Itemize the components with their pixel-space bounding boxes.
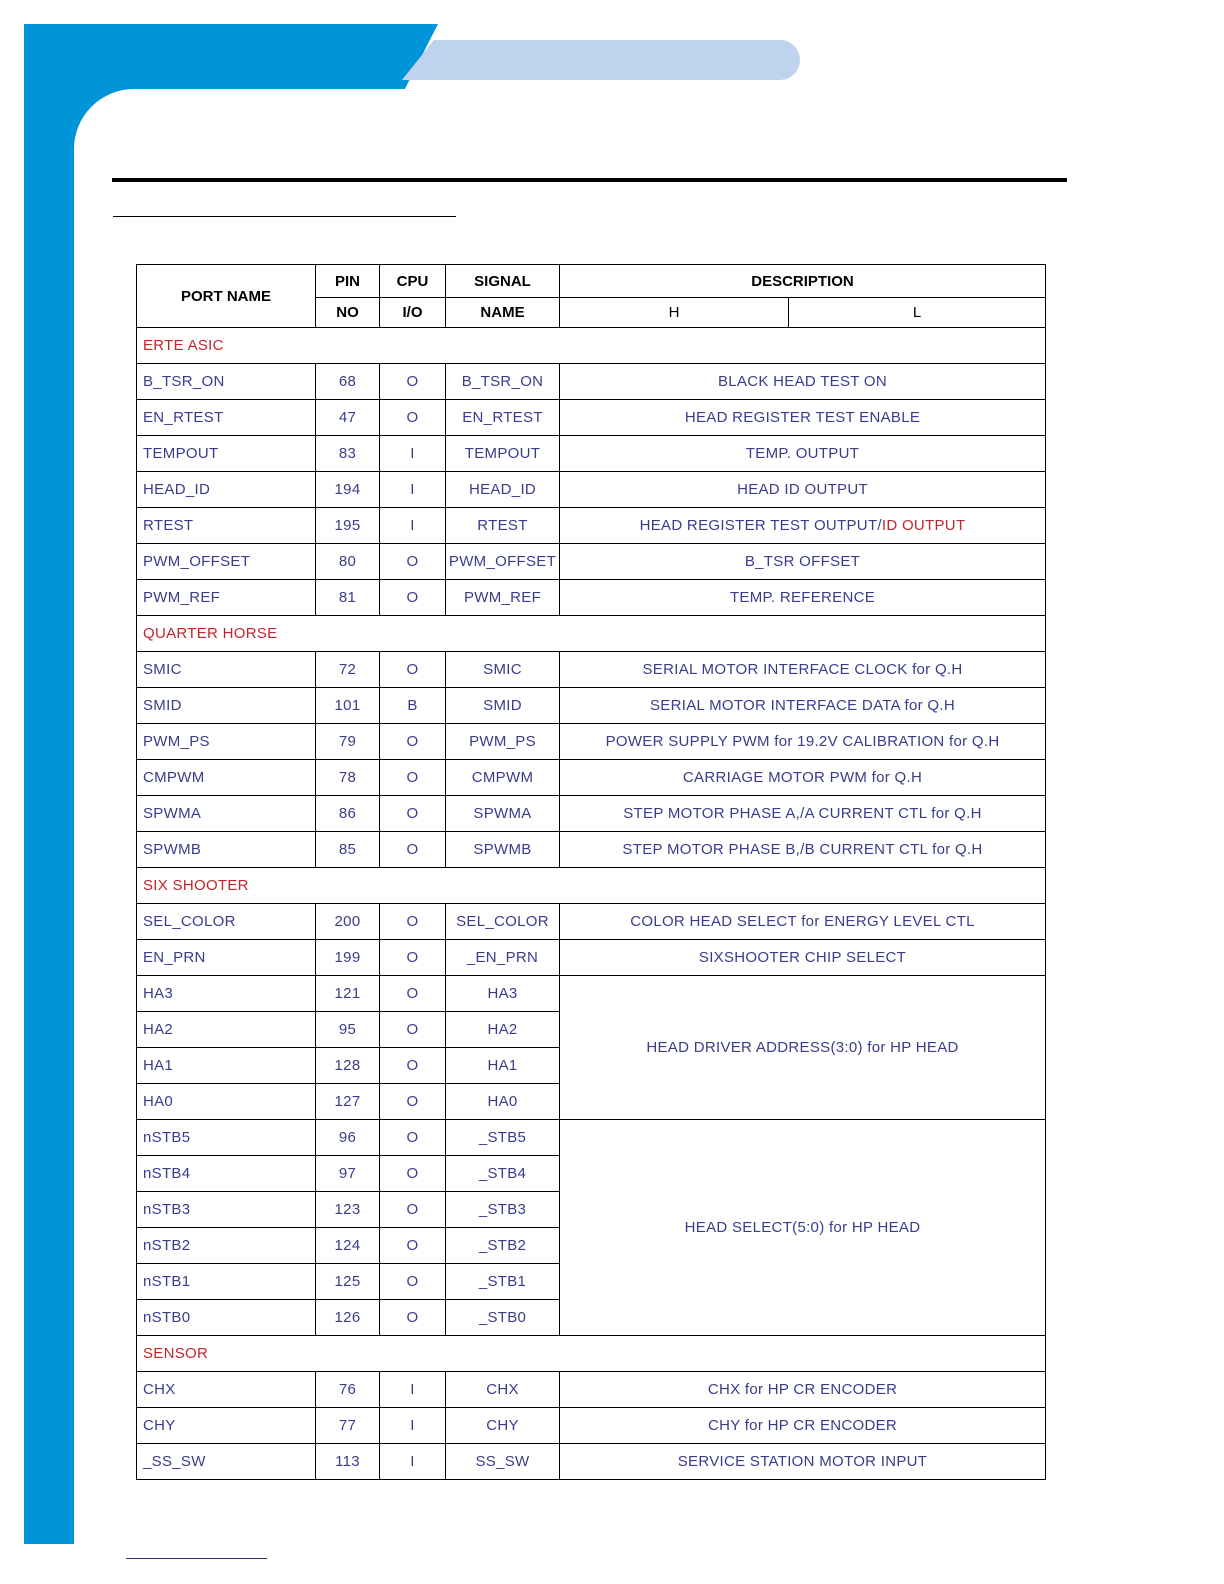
page-frame-corner-curve	[74, 89, 194, 209]
table-row	[137, 652, 1046, 688]
description-text: CHX for HP CR ENCODER	[707, 1381, 898, 1398]
header-rule	[112, 178, 1067, 182]
signal-cell: _EN_PRN	[446, 940, 560, 976]
io-cell: O	[380, 1264, 446, 1300]
header-tab-pill	[402, 40, 800, 80]
description-text: TEMP. REFERENCE	[729, 589, 876, 606]
table-row	[137, 1408, 1046, 1444]
description-cell	[560, 796, 1046, 832]
section-header: ERTE ASIC	[137, 328, 1046, 364]
table-row	[137, 976, 1046, 1012]
signal-cell: _STB5	[446, 1120, 560, 1156]
description-text: CHY for HP CR ENCODER	[707, 1417, 898, 1434]
signal-cell: HA0	[446, 1084, 560, 1120]
port-name-cell: HA2	[137, 1012, 316, 1048]
io-cell: B	[380, 688, 446, 724]
description-text-highlight: ID OUTPUT	[881, 517, 966, 534]
table-row	[137, 544, 1046, 580]
pin-cell: 124	[316, 1228, 380, 1264]
port-name-cell: HEAD_ID	[137, 472, 316, 508]
description-cell	[560, 1408, 1046, 1444]
table-row	[137, 400, 1046, 436]
io-cell: I	[380, 436, 446, 472]
port-name-cell: SEL_COLOR	[137, 904, 316, 940]
pin-cell: 123	[316, 1192, 380, 1228]
pin-cell: 200	[316, 904, 380, 940]
description-cell	[560, 1120, 1046, 1336]
pin-cell: 80	[316, 544, 380, 580]
pin-cell: 127	[316, 1084, 380, 1120]
io-cell: O	[380, 544, 446, 580]
description-text: COLOR HEAD SELECT for ENERGY LEVEL CTL	[630, 913, 975, 930]
description-text: SERIAL MOTOR INTERFACE DATA for Q.H	[650, 697, 955, 714]
pin-cell: 77	[316, 1408, 380, 1444]
signal-cell: PWM_PS	[446, 724, 560, 760]
port-name-cell: nSTB4	[137, 1156, 316, 1192]
col-header-port-name: PORT NAME	[137, 265, 316, 328]
port-name-cell: CHX	[137, 1372, 316, 1408]
port-name-cell: EN_PRN	[137, 940, 316, 976]
io-cell: O	[380, 1156, 446, 1192]
col-header-h: H	[560, 298, 789, 328]
description-cell	[560, 976, 1046, 1120]
io-cell: O	[380, 724, 446, 760]
signal-cell: TEMPOUT	[446, 436, 560, 472]
description-cell	[560, 364, 1046, 400]
port-name-cell: PWM_REF	[137, 580, 316, 616]
signal-cell: _STB4	[446, 1156, 560, 1192]
signal-cell: HEAD_ID	[446, 472, 560, 508]
port-name-cell: HA0	[137, 1084, 316, 1120]
io-cell: I	[380, 472, 446, 508]
pin-table-body	[137, 328, 1046, 1480]
subheader-rule	[113, 216, 456, 217]
description-cell	[560, 1372, 1046, 1408]
io-cell: O	[380, 364, 446, 400]
pin-cell: 126	[316, 1300, 380, 1336]
description-text: B_TSR OFFSET	[744, 553, 861, 570]
col-header-description: DESCRIPTION	[560, 265, 1046, 298]
io-cell: O	[380, 400, 446, 436]
description-text: TEMP. OUTPUT	[745, 445, 860, 462]
description-text: SERIAL MOTOR INTERFACE CLOCK for Q.H	[642, 661, 963, 678]
pin-cell: 85	[316, 832, 380, 868]
io-cell: O	[380, 796, 446, 832]
signal-cell: SPWMB	[446, 832, 560, 868]
pin-cell: 121	[316, 976, 380, 1012]
table-row	[137, 508, 1046, 544]
io-cell: O	[380, 940, 446, 976]
pin-cell: 68	[316, 364, 380, 400]
pin-cell: 72	[316, 652, 380, 688]
pin-cell: 96	[316, 1120, 380, 1156]
io-cell: O	[380, 760, 446, 796]
col-header-io: I/O	[380, 298, 446, 328]
io-cell: O	[380, 652, 446, 688]
io-cell: I	[380, 508, 446, 544]
description-cell	[560, 436, 1046, 472]
port-name-cell: HA3	[137, 976, 316, 1012]
description-cell	[560, 472, 1046, 508]
pin-cell: 199	[316, 940, 380, 976]
description-cell	[560, 832, 1046, 868]
port-name-cell: _SS_SW	[137, 1444, 316, 1480]
table-row	[137, 580, 1046, 616]
table-row	[137, 688, 1046, 724]
signal-cell: HA1	[446, 1048, 560, 1084]
signal-cell: CMPWM	[446, 760, 560, 796]
signal-cell: CHX	[446, 1372, 560, 1408]
pin-cell: 128	[316, 1048, 380, 1084]
signal-cell: _STB2	[446, 1228, 560, 1264]
description-cell	[560, 688, 1046, 724]
table-row	[137, 436, 1046, 472]
io-cell: O	[380, 904, 446, 940]
io-cell: O	[380, 1192, 446, 1228]
signal-cell: SMIC	[446, 652, 560, 688]
io-cell: O	[380, 580, 446, 616]
description-cell	[560, 544, 1046, 580]
col-header-no: NO	[316, 298, 380, 328]
description-text: STEP MOTOR PHASE B,/B CURRENT CTL for Q.H	[622, 841, 983, 858]
pin-cell: 86	[316, 796, 380, 832]
port-name-cell: CMPWM	[137, 760, 316, 796]
table-row	[137, 940, 1046, 976]
signal-cell: SMID	[446, 688, 560, 724]
pin-cell: 83	[316, 436, 380, 472]
port-name-cell: SPWMA	[137, 796, 316, 832]
description-cell	[560, 580, 1046, 616]
section-header: QUARTER HORSE	[137, 616, 1046, 652]
col-header-signal: SIGNAL	[446, 265, 560, 298]
table-row	[137, 1120, 1046, 1156]
description-cell	[560, 724, 1046, 760]
footer-rule	[126, 1558, 267, 1559]
table-row	[137, 760, 1046, 796]
pin-cell: 194	[316, 472, 380, 508]
io-cell: O	[380, 1084, 446, 1120]
io-cell: O	[380, 1120, 446, 1156]
pin-table	[136, 264, 1046, 1480]
port-name-cell: PWM_PS	[137, 724, 316, 760]
pin-cell: 47	[316, 400, 380, 436]
table-row	[137, 904, 1046, 940]
description-text: CARRIAGE MOTOR PWM for Q.H	[682, 769, 923, 786]
port-name-cell: HA1	[137, 1048, 316, 1084]
port-name-cell: RTEST	[137, 508, 316, 544]
port-name-cell: nSTB1	[137, 1264, 316, 1300]
port-name-cell: B_TSR_ON	[137, 364, 316, 400]
io-cell: O	[380, 1012, 446, 1048]
col-header-l: L	[789, 298, 1046, 328]
section-header: SENSOR	[137, 1336, 1046, 1372]
pin-cell: 95	[316, 1012, 380, 1048]
description-text: HEAD ID OUTPUT	[737, 481, 868, 498]
port-name-cell: nSTB3	[137, 1192, 316, 1228]
pin-cell: 113	[316, 1444, 380, 1480]
table-row	[137, 724, 1046, 760]
port-name-cell: SMID	[137, 688, 316, 724]
description-text: HEAD DRIVER ADDRESS(3:0) for HP HEAD	[646, 1039, 959, 1056]
port-name-cell: nSTB5	[137, 1120, 316, 1156]
io-cell: I	[380, 1408, 446, 1444]
port-name-cell: SPWMB	[137, 832, 316, 868]
io-cell: I	[380, 1372, 446, 1408]
signal-cell: _STB3	[446, 1192, 560, 1228]
pin-cell: 81	[316, 580, 380, 616]
port-name-cell: TEMPOUT	[137, 436, 316, 472]
table-row	[137, 364, 1046, 400]
signal-cell: EN_RTEST	[446, 400, 560, 436]
col-header-cpu: CPU	[380, 265, 446, 298]
pin-cell: 78	[316, 760, 380, 796]
description-cell	[560, 904, 1046, 940]
port-name-cell: SMIC	[137, 652, 316, 688]
port-name-cell: CHY	[137, 1408, 316, 1444]
port-name-cell: EN_RTEST	[137, 400, 316, 436]
signal-cell: SEL_COLOR	[446, 904, 560, 940]
signal-cell: HA2	[446, 1012, 560, 1048]
description-text: STEP MOTOR PHASE A,/A CURRENT CTL for Q.H	[623, 805, 982, 822]
description-text: HEAD SELECT(5:0) for HP HEAD	[684, 1219, 921, 1236]
signal-cell: RTEST	[446, 508, 560, 544]
description-cell	[560, 1444, 1046, 1480]
table-row	[137, 472, 1046, 508]
signal-cell: _STB1	[446, 1264, 560, 1300]
signal-cell: SS_SW	[446, 1444, 560, 1480]
section-header: SIX SHOOTER	[137, 868, 1046, 904]
table-row	[137, 796, 1046, 832]
port-name-cell: nSTB2	[137, 1228, 316, 1264]
signal-cell: HA3	[446, 976, 560, 1012]
description-text: HEAD REGISTER TEST OUTPUT/	[639, 517, 882, 534]
description-cell	[560, 652, 1046, 688]
io-cell: O	[380, 1300, 446, 1336]
signal-cell: PWM_REF	[446, 580, 560, 616]
table-row	[137, 1372, 1046, 1408]
description-cell	[560, 940, 1046, 976]
io-cell: O	[380, 832, 446, 868]
signal-cell: PWM_OFFSET	[446, 544, 560, 580]
table-row	[137, 832, 1046, 868]
io-cell: O	[380, 1228, 446, 1264]
pin-cell: 97	[316, 1156, 380, 1192]
description-text: BLACK HEAD TEST ON	[717, 373, 888, 390]
io-cell: O	[380, 1048, 446, 1084]
io-cell: I	[380, 1444, 446, 1480]
description-cell	[560, 508, 1046, 544]
table-row	[137, 1444, 1046, 1480]
signal-cell: B_TSR_ON	[446, 364, 560, 400]
col-header-name: NAME	[446, 298, 560, 328]
description-text: SERVICE STATION MOTOR INPUT	[677, 1453, 928, 1470]
port-name-cell: nSTB0	[137, 1300, 316, 1336]
signal-cell: CHY	[446, 1408, 560, 1444]
col-header-pin: PIN	[316, 265, 380, 298]
description-text: HEAD REGISTER TEST ENABLE	[684, 409, 921, 426]
pin-cell: 195	[316, 508, 380, 544]
signal-cell: _STB0	[446, 1300, 560, 1336]
description-cell	[560, 760, 1046, 796]
pin-cell: 76	[316, 1372, 380, 1408]
description-text: SIXSHOOTER CHIP SELECT	[698, 949, 907, 966]
signal-cell: SPWMA	[446, 796, 560, 832]
pin-cell: 101	[316, 688, 380, 724]
page-frame-left-bar	[24, 24, 74, 1544]
pin-cell: 125	[316, 1264, 380, 1300]
io-cell: O	[380, 976, 446, 1012]
port-name-cell: PWM_OFFSET	[137, 544, 316, 580]
page-frame-top-band	[24, 24, 438, 89]
description-text: POWER SUPPLY PWM for 19.2V CALIBRATION for Q.H	[605, 733, 1000, 750]
description-cell	[560, 400, 1046, 436]
pin-cell: 79	[316, 724, 380, 760]
